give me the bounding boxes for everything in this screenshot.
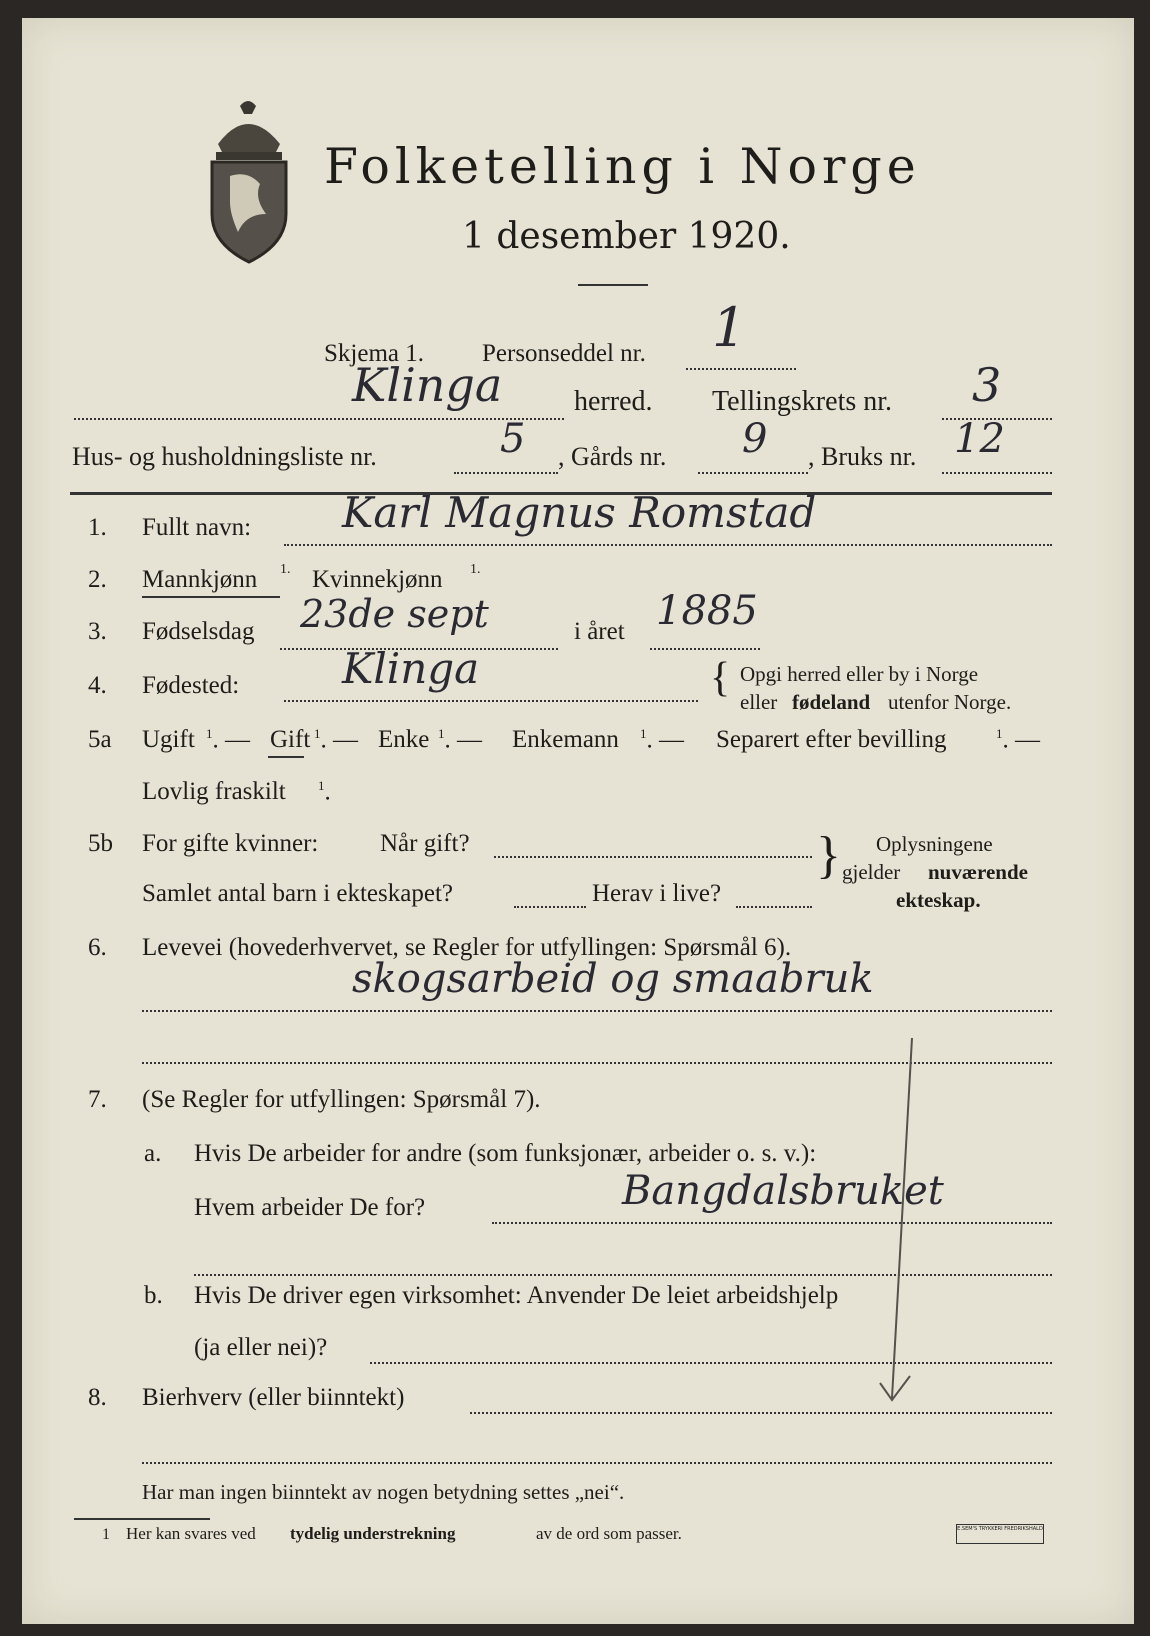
q1-line	[284, 544, 1052, 546]
q4-value: Klinga	[342, 644, 480, 693]
q5b-live-line	[736, 906, 812, 908]
q5b-barn: Samlet antal barn i ekteskapet?	[142, 880, 453, 907]
q7a-label: Hvis De arbeider for andre (som funksjonær, arbeider o. s. v.):	[194, 1140, 817, 1167]
q5b-note-3: ekteskap.	[896, 888, 981, 912]
q7a-question: Hvem arbeider De for?	[194, 1194, 426, 1221]
income-note: Har man ingen biinntekt av nogen betydning settes „nei“.	[142, 1480, 625, 1504]
q5a-sep-2: $^1$. —	[314, 726, 358, 754]
census-date: 1 desember 1920.	[462, 216, 791, 257]
q5b-note-1: Oplysningene	[876, 832, 993, 856]
q6-number: 6.	[88, 934, 107, 961]
q3-value: 23de sept	[300, 592, 489, 636]
footnote-rule	[74, 1518, 210, 1520]
q1-number: 1.	[88, 514, 107, 541]
q5a-separert: Separert efter bevilling	[716, 726, 947, 753]
q5b-naar-gift: Når gift?	[380, 830, 470, 857]
personseddel-line	[686, 368, 796, 370]
q4-note-2b: fødeland	[792, 690, 871, 714]
q8-label: Bierhverv (eller biinntekt)	[142, 1384, 405, 1411]
q5a-sep-4: $^1$. —	[640, 726, 684, 754]
q3-label: Fødselsdag	[142, 618, 255, 645]
q6-line-1	[142, 1010, 1052, 1012]
hus-label: Hus- og husholdningsliste nr.	[72, 442, 377, 471]
q2-male-sup: 1.	[280, 562, 291, 577]
bruks-label: , Bruks nr.	[808, 442, 917, 471]
q4-bracket: {	[710, 655, 731, 701]
tellingskrets-label: Tellingskrets nr.	[712, 386, 893, 417]
q8-line-1	[470, 1412, 1052, 1414]
q7b-question: (ja eller nei)?	[194, 1334, 328, 1361]
q1-label: Fullt navn:	[142, 514, 252, 541]
census-form	[22, 18, 1134, 1624]
q5a-gift-underline	[268, 756, 304, 758]
q5a-enke: Enke	[378, 726, 430, 753]
q5a-gift: Gift	[270, 726, 311, 753]
q5a-sep-3: $^1$. —	[438, 726, 482, 754]
footnote-c: av de ord som passer.	[536, 1524, 682, 1543]
q3-year-line	[650, 648, 760, 650]
q2-female-sup: 1.	[470, 562, 481, 577]
bruks-line	[942, 472, 1052, 474]
q5b-number: 5b	[88, 830, 113, 857]
title-divider	[578, 284, 648, 286]
herred-value: Klinga	[352, 358, 503, 412]
q8-line-2	[142, 1462, 1052, 1464]
tellingskrets-value: 3	[972, 358, 1002, 412]
printer-stamp: E.SEM'S TRYKKERI FREDRIKSHALD	[956, 1524, 1044, 1544]
q2-number: 2.	[88, 566, 107, 593]
q5b-barn-line	[514, 906, 586, 908]
q5a-fraskilt: Lovlig fraskilt	[142, 778, 286, 805]
q7a-line-2	[194, 1274, 1052, 1276]
herred-line	[74, 418, 564, 420]
gards-value: 9	[742, 416, 768, 462]
coat-of-arms-icon	[200, 94, 298, 264]
q7a-letter: a.	[144, 1140, 162, 1167]
form-title: Folketelling i Norge	[324, 138, 921, 195]
pencil-check-mark	[862, 1038, 922, 1418]
q6-label: Levevei (hovederhvervet, se Regler for utfyllingen: Spørsmål 6).	[142, 934, 792, 961]
q7-number: 7.	[88, 1086, 107, 1113]
q3-year-label: i året	[574, 618, 625, 645]
q4-note-2a: eller	[740, 690, 778, 714]
q5b-live: Herav i live?	[592, 880, 722, 907]
q6-value: skogsarbeid og smaabruk	[352, 956, 874, 1002]
q5b-naar-line	[494, 856, 812, 858]
q2-male: Mannkjønn	[142, 566, 258, 593]
hus-line	[454, 472, 558, 474]
q7b-letter: b.	[144, 1282, 163, 1309]
q3-number: 3.	[88, 618, 107, 645]
q1-value: Karl Magnus Romstad	[342, 488, 817, 537]
q4-note-2c: utenfor Norge.	[888, 690, 1012, 714]
q2-female: Kvinnekjønn	[312, 566, 443, 593]
q5b-note-2b: nuværende	[928, 860, 1028, 884]
bruks-value: 12	[954, 416, 1005, 462]
gards-label: , Gårds nr.	[558, 442, 667, 471]
q5a-ugift: Ugift	[142, 726, 195, 753]
footnote-b: tydelig understrekning	[290, 1524, 456, 1543]
q5a-enkemann: Enkemann	[512, 726, 619, 753]
q7-label: (Se Regler for utfyllingen: Spørsmål 7).	[142, 1086, 541, 1113]
footnote-a: Her kan svares ved	[126, 1524, 256, 1543]
skjema-label: Skjema 1.	[324, 340, 424, 367]
q7a-value: Bangdalsbruket	[622, 1168, 944, 1214]
q4-line	[284, 700, 698, 702]
footnote-mark: 1	[102, 1526, 110, 1543]
q5a-sep-1: $^1$. —	[206, 726, 250, 754]
herred-label: herred.	[574, 386, 653, 417]
q7b-line	[370, 1362, 1052, 1364]
q2-male-underline	[142, 596, 280, 598]
q5a-number: 5a	[88, 726, 112, 753]
q7b-label: Hvis De driver egen virksomhet: Anvender De leiet arbeidshjelp	[194, 1282, 839, 1309]
hus-value: 5	[500, 416, 526, 462]
q3-year-value: 1885	[656, 588, 758, 634]
personseddel-value: 1	[712, 296, 747, 359]
gards-line	[698, 472, 808, 474]
q4-label: Fødested:	[142, 672, 240, 699]
personseddel-label: Personseddel nr.	[482, 340, 646, 367]
q8-number: 8.	[88, 1384, 107, 1411]
q7a-line-1	[492, 1222, 1052, 1224]
q5b-label: For gifte kvinner:	[142, 830, 319, 857]
q4-note-1: Opgi herred eller by i Norge	[740, 662, 979, 686]
q4-number: 4.	[88, 672, 107, 699]
q5b-bracket: }	[816, 827, 841, 884]
q5b-note-2a: gjelder	[842, 860, 901, 884]
q5a-sep-5: $^1$. —	[996, 726, 1040, 754]
q5a-fraskilt-sup: $^1$.	[318, 778, 331, 806]
